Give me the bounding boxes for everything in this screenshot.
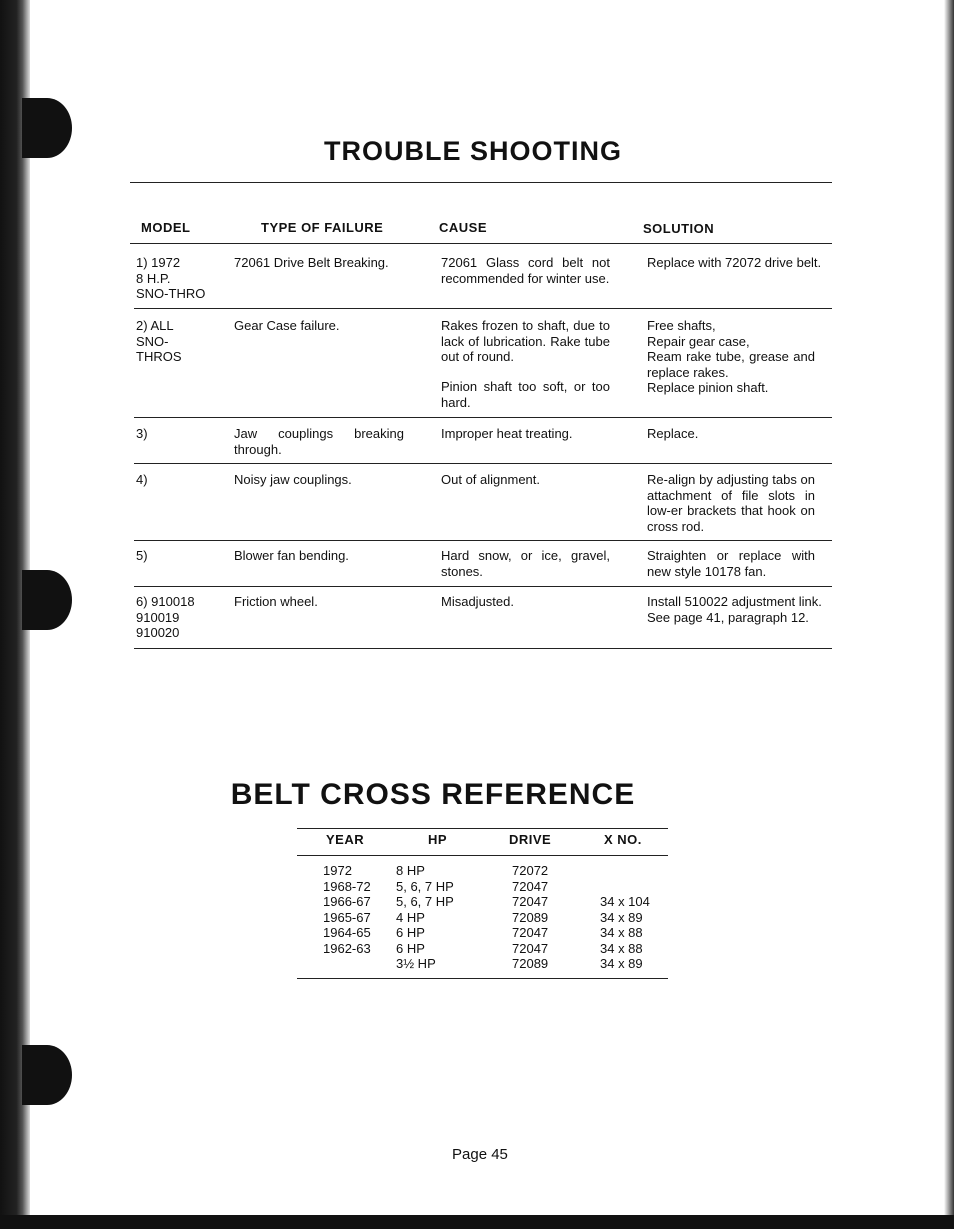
row-6-model: 6) 910018 910019 910020 [136,594,195,640]
row-2-failure: Gear Case failure. [234,318,340,333]
row-1-rule [134,308,832,309]
belt-year-column: 1972 1968-72 1966-67 1965-67 1964-65 1962-63 [323,863,371,956]
page-bottom-edge [0,1215,954,1229]
row-4-cause: Out of alignment. [441,472,540,487]
row-3-rule [134,463,832,464]
belt-header-hp: HP [428,832,448,847]
belt-hp-column: 8 HP 5, 6, 7 HP 5, 6, 7 HP 4 HP 6 HP 6 HP 3½ HP [396,863,454,971]
row-2-solution: Free shafts, Repair gear case, Ream rake tube, grease and replace rakes. Replace pinion shaft. [647,318,815,395]
row-2-cause: Rakes frozen to shaft, due to lack of lubrication. Rake tube out of round. [441,318,610,364]
row-4-rule [134,540,832,541]
header-rule [130,243,832,244]
punch-hole-middle [22,570,72,630]
row-6-solution: Install 510022 adjustment link. See page 41, paragraph 12. [647,594,822,625]
row-5-cause: Hard snow, or ice, gravel, stones. [441,548,610,579]
row-6-cause: Misadjusted. [441,594,514,609]
belt-header-rule [297,855,668,856]
page-right-edge [944,0,954,1229]
table-bottom-rule [134,648,832,649]
row-4-solution: Re-align by adjusting tabs on attachment of file slots in low-er brackets that hook on cross rod. [647,472,815,534]
row-3-solution: Replace. [647,426,699,441]
header-type-of-failure: TYPE OF FAILURE [261,220,384,235]
page-number: Page 45 [452,1146,508,1163]
row-3-cause: Improper heat treating. [441,426,573,441]
belt-cross-reference-title: BELT CROSS REFERENCE [230,778,636,811]
row-1-cause: 72061 Glass cord belt not recommended for winter use. [441,255,610,286]
row-3-model: 3) [136,426,148,441]
belt-header-xno: X NO. [604,832,642,847]
row-1-model: 1) 1972 8 H.P. SNO-THRO [136,255,206,301]
row-4-model: 4) [136,472,148,487]
row-5-model: 5) [136,548,148,563]
row-3-failure: Jaw couplings breaking through. [234,426,404,457]
header-model: MODEL [141,220,191,235]
row-2-rule [134,417,832,418]
trouble-shooting-title: TROUBLE SHOOTING [324,136,622,166]
belt-drive-column: 72072 72047 72047 72089 72047 72047 72089 [512,863,549,971]
row-1-solution: Replace with 72072 drive belt. [647,255,822,270]
row-5-rule [134,586,832,587]
header-solution: SOLUTION [643,221,715,236]
belt-top-rule [297,828,668,829]
row-1-failure: 72061 Drive Belt Breaking. [234,255,389,270]
row-6-failure: Friction wheel. [234,594,318,609]
punch-hole-bottom [22,1045,72,1105]
row-2-cause-2: Pinion shaft too soft, or too hard. [441,379,610,410]
row-5-failure: Blower fan bending. [234,548,349,563]
row-4-failure: Noisy jaw couplings. [234,472,352,487]
header-cause: CAUSE [439,220,488,235]
belt-bottom-rule [297,978,668,979]
title-rule [130,182,832,183]
row-2-model: 2) ALL SNO- THROS [136,318,182,364]
belt-header-year: YEAR [326,832,365,847]
belt-header-drive: DRIVE [509,832,552,847]
belt-xno-column: 34 x 104 34 x 89 34 x 88 34 x 88 34 x 89 [600,894,650,971]
row-5-solution: Straighten or replace with new style 10178 fan. [647,548,815,579]
